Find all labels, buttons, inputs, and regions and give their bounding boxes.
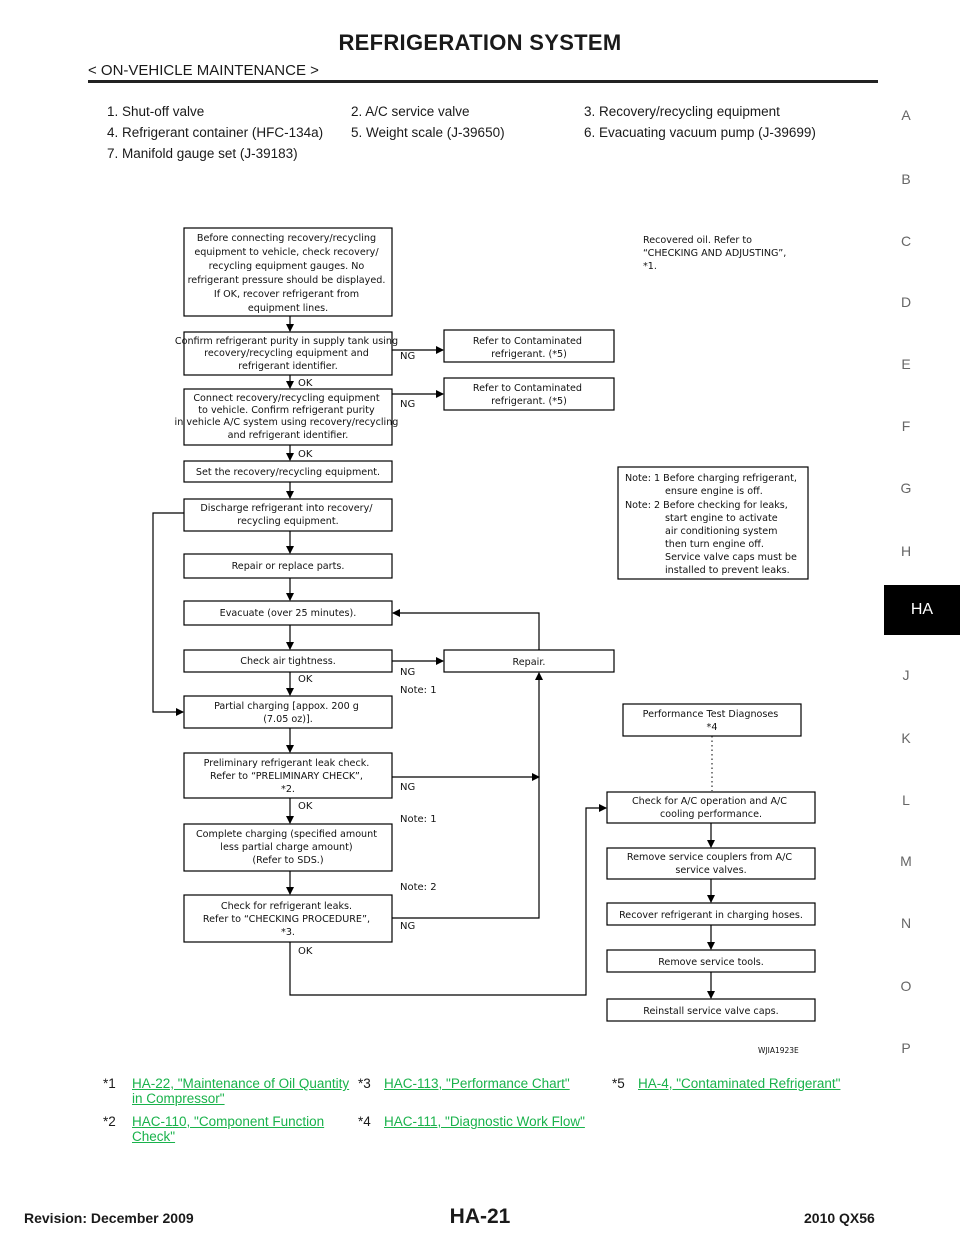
step-text-evacuate: Evacuate (over 25 minutes). (219, 608, 357, 619)
step-text-check-gauges: Before connecting recovery/recycling equipment to vehicle, check recovery/ recycling equipment gauges. No refrigerant pressure should be displayed. If OK, recover refrigerant from equipment lines. (187, 233, 386, 314)
ok-label: OK (298, 674, 313, 685)
footnote-link-2[interactable]: HAC-110, "Component Function Check" (132, 1114, 325, 1144)
ng-label: NG (400, 921, 416, 932)
step-text-check-ac-operation: Check for A/C operation and A/C cooling performance. (631, 796, 787, 820)
footnote-link-1[interactable]: HA-22, "Maintenance of Oil Quantity in Compressor" (132, 1076, 350, 1106)
sidebar-item-ha-active[interactable]: HA (884, 585, 960, 635)
step-text-set-equipment: Set the recovery/recycling equipment. (195, 467, 381, 478)
sidebar-item-p[interactable]: P (901, 1040, 911, 1056)
footnote-marker: *4 (358, 1114, 371, 1129)
note-label: Note: 2 (400, 882, 437, 893)
step-text-check-leaks: Check for refrigerant leaks. Refer to “CHECKING PROCEDURE”, *3. (202, 901, 371, 938)
recovered-oil-note: Recovered oil. Refer to “CHECKING AND ADJUSTING”, *1. (643, 235, 787, 272)
repair-text: Repair. (512, 657, 546, 668)
ok-label: OK (298, 946, 313, 957)
legend-item: 4. Refrigerant container (HFC-134a) (107, 125, 324, 140)
footnote-marker: *2 (103, 1114, 116, 1129)
step-text-remove-tools: Remove service tools. (658, 957, 764, 968)
step-text-repair-parts: Repair or replace parts. (231, 561, 345, 572)
legend-item: 6. Evacuating vacuum pump (J-39699) (584, 125, 816, 140)
section-subtitle: < ON-VEHICLE MAINTENANCE > (88, 62, 319, 79)
step-text-recover-hoses: Recover refrigerant in charging hoses. (619, 910, 803, 921)
legend-item: 3. Recovery/recycling equipment (584, 104, 780, 119)
figure-id: WJIA1923E (758, 1046, 799, 1055)
note-label: Note: 1 (400, 685, 437, 696)
page-number: HA-21 (449, 1205, 511, 1228)
step-text-confirm-supply-purity: Confirm refrigerant purity in supply tank using recovery/recycling equipment and refrigerant identifier. (174, 336, 399, 372)
sidebar-item-c[interactable]: C (900, 233, 912, 249)
sidebar-item-j[interactable]: J (902, 667, 910, 683)
ok-label: OK (298, 449, 313, 460)
step-text-air-tightness: Check air tightness. (240, 656, 336, 667)
sidebar-item-f[interactable]: F (901, 418, 911, 434)
ng-label: NG (400, 399, 416, 410)
footnote-link-3[interactable]: HAC-113, "Performance Chart" (384, 1076, 570, 1091)
note-label: Note: 1 (400, 814, 437, 825)
ok-label: OK (298, 801, 313, 812)
legend-item: 5. Weight scale (J-39650) (351, 125, 505, 140)
sidebar-item-d[interactable]: D (900, 294, 912, 310)
sidebar-item-e[interactable]: E (901, 356, 911, 372)
page-title: REFRIGERATION SYSTEM (338, 30, 622, 55)
legend-item: 2. A/C service valve (351, 104, 470, 119)
legend-item: 7. Manifold gauge set (J-39183) (107, 146, 298, 161)
ng-label: NG (400, 782, 416, 793)
performance-diagnoses-text: Performance Test Diagnoses *4 (642, 709, 779, 733)
step-text-discharge: Discharge refrigerant into recovery/ recycling equipment. (200, 503, 373, 527)
sidebar-item-n[interactable]: N (900, 915, 912, 931)
footnote-marker: *5 (612, 1076, 625, 1091)
ng-label: NG (400, 667, 416, 678)
footnote-marker: *3 (358, 1076, 371, 1091)
step-text-confirm-vehicle-purity: Connect recovery/recycling equipment to vehicle. Confirm refrigerant purity in vehicle A/C system using recovery/recycling and refrigerant identifier. (174, 393, 399, 441)
sidebar-item-b[interactable]: B (901, 171, 911, 187)
step-text-complete-charging: Complete charging (specified amount less partial charge amount) (Refer to SDS.) (195, 829, 377, 866)
notes-text: Note: 1 Before charging refrigerant, ensure engine is off. Note: 2 Before checking for leaks, start engine to activate air conditioning system then turn engine off. Service valve caps must be installed to prevent leaks. (625, 473, 797, 576)
sidebar-item-m[interactable]: M (900, 853, 912, 869)
footnote-link-5[interactable]: HA-4, "Contaminated Refrigerant" (638, 1076, 841, 1091)
sidebar-item-l[interactable]: L (902, 792, 910, 808)
sidebar-item-h[interactable]: H (900, 543, 912, 559)
sidebar-item-a[interactable]: A (901, 107, 911, 123)
step-text-remove-couplers: Remove service couplers from A/C service valves. (626, 852, 793, 876)
ng-label: NG (400, 351, 416, 362)
sidebar-item-k[interactable]: K (901, 730, 911, 746)
sidebar-item-o[interactable]: O (900, 978, 912, 994)
model-year: 2010 QX56 (804, 1210, 875, 1226)
step-text-partial-charging: Partial charging [appox. 200 g (7.05 oz)]. (214, 701, 359, 725)
ok-label: OK (298, 378, 313, 389)
contaminated-text-1: Refer to Contaminated refrigerant. (*5) (472, 336, 583, 360)
contaminated-text-2: Refer to Contaminated refrigerant. (*5) (472, 383, 583, 407)
sidebar-item-g[interactable]: G (900, 480, 912, 496)
step-text-preliminary-leak-check: Preliminary refrigerant leak check. Refer to “PRELIMINARY CHECK”, *2. (203, 758, 370, 795)
footnote-marker: *1 (103, 1076, 116, 1091)
revision-date: Revision: December 2009 (24, 1210, 194, 1226)
footnote-link-4[interactable]: HAC-111, "Diagnostic Work Flow" (384, 1114, 585, 1129)
step-text-reinstall-caps: Reinstall service valve caps. (643, 1006, 779, 1017)
legend-item: 1. Shut-off valve (107, 104, 205, 119)
